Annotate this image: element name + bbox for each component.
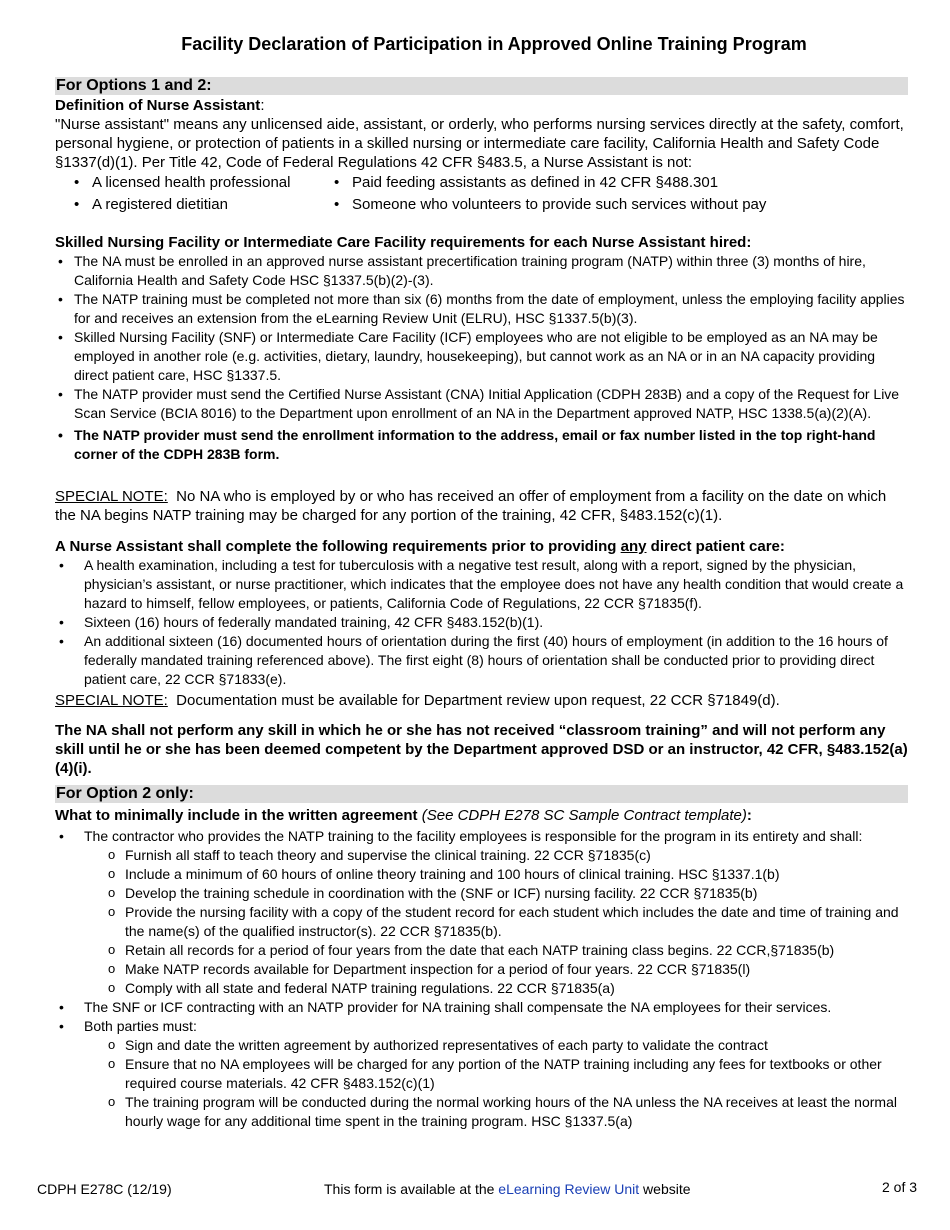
special-note-label: SPECIAL NOTE:: [55, 692, 168, 709]
definition-label: Definition of Nurse Assistant: [55, 97, 261, 114]
availability-note: This form is available at the eLearning Review Unit website: [324, 1181, 691, 1197]
prior-care-requirements: [55, 537, 910, 689]
list-item: o Make NATP records available for Department inspection for a period of four years. 22 CCR §71835(l): [55, 960, 910, 979]
option-2-body: [55, 806, 910, 1131]
facility-requirements: [55, 233, 910, 464]
list-item: • A registered dietitian: [72, 194, 332, 216]
list-item: • An additional sixteen (16) documented hours of orientation during the first (40) hours of employment (in addition to the 16 hours of federally mandated training referenced above). The first eight (8) hours of orientation shall be conducted prior to providing direct patient care, 22 CCR §71833(e).: [55, 632, 910, 689]
list-item: • The NA must be enrolled in an approved nurse assistant precertification training program (NATP) within three (3) months of hire, California Health and Safety Code HSC §1337.5(b)(2)-(3).: [55, 252, 910, 290]
list-item: • Someone who volunteers to provide such services without pay: [332, 194, 766, 216]
form-id: CDPH E278C (12/19): [37, 1181, 172, 1197]
special-note-2: SPECIAL NOTE: Documentation must be available for Department review upon request, 22 CCR §71849(d).: [55, 692, 780, 709]
list-item: o Retain all records for a period of four years from the date that each NATP training class begins. 22 CCR,§71835(b): [55, 941, 910, 960]
list-item: o The training program will be conducted during the normal working hours of the NA unless the NA receives at least the normal hourly wage for any additional time spent in the training program. HSC §1337.5(a): [55, 1093, 910, 1131]
list-item: • The contractor who provides the NATP training to the facility employees is responsible for the program in its entirety and shall:: [55, 827, 910, 846]
na-skill-notice: The NA shall not perform any skill in which he or she has not received “classroom training” and will not perform any skill until he or she has been deemed competent by the Department approved DSD or an instructor, 42 CFR, §483.152(a)(4)(i).: [55, 722, 908, 777]
options-1-2-header: For Options 1 and 2:: [55, 77, 908, 95]
list-item: o Ensure that no NA employees will be charged for any portion of the NATP training including any fees for textbooks or other required course materials. 42 CFR §483.152(c)(1): [55, 1055, 910, 1093]
definition-line: Definition of Nurse Assistant:: [55, 97, 265, 114]
list-item: o Furnish all staff to teach theory and supervise the clinical training. 22 CCR §71835(c): [55, 846, 910, 865]
list-item: o Sign and date the written agreement by authorized representatives of each party to validate the contract: [55, 1036, 910, 1055]
definition-text: "Nurse assistant" means any unlicensed aide, assistant, or orderly, who performs nursing services directly at the safety, comfort, personal hygiene, or protection of patients in a skilled nursing or intermediate care facility, California Health and Safety Code §1337(d)(1). Per Title 42, Code of Federal Regulations 42 CFR §483.5, a Nurse Assistant is not:: [55, 116, 904, 171]
list-item: • Paid feeding assistants as defined in 42 CFR §488.301: [332, 172, 766, 194]
list-item: • The SNF or ICF contracting with an NATP provider for NA training shall compensate the NA employees for their services.: [55, 998, 910, 1017]
options-1-2-body: [55, 96, 910, 216]
list-item: o Comply with all state and federal NATP training regulations. 22 CCR §71835(a): [55, 979, 910, 998]
page-title: Facility Declaration of Participation in Approved Online Training Program: [181, 34, 807, 54]
special-note-1: SPECIAL NOTE: No NA who is employed by or who has received an offer of employment from a facility on the date on which the NA begins NATP training may be charged for any portion of the training, 42 CFR, §483.152(c)(1).: [55, 488, 887, 524]
list-item: • Sixteen (16) hours of federally mandated training, 42 CFR §483.152(b)(1).: [55, 613, 910, 632]
agreement-heading: What to minimally include in the written agreement (See CDPH E278 SC Sample Contract template):: [55, 807, 752, 824]
option-2-header: For Option 2 only:: [55, 785, 908, 803]
list-item: o Provide the nursing facility with a copy of the student record for each student which includes the date and time of training and the name(s) of the qualified instructor(s). 22 CCR §71835(b).: [55, 903, 910, 941]
list-item: • The NATP provider must send the Certified Nurse Assistant (CNA) Initial Application (CDPH 283B) and a copy of the Request for Live Scan Service (BCIA 8016) to the Department upon enrollment of an NA in the Department approved NATP, HSC 1338.5(a)(2)(A).: [55, 385, 910, 423]
elearning-review-unit-link[interactable]: eLearning Review Unit: [498, 1181, 640, 1197]
list-item: • The NATP provider must send the enrollment information to the address, email or fax number listed in the top right-hand corner of the CDPH 283B form.: [55, 426, 910, 464]
prior-heading: A Nurse Assistant shall complete the following requirements prior to providing any direct patient care:: [55, 538, 785, 555]
list-item: • Both parties must:: [55, 1017, 910, 1036]
list-item: o Include a minimum of 60 hours of online theory training and 100 hours of clinical training. HSC §1337.1(b): [55, 865, 910, 884]
facility-req-heading: Skilled Nursing Facility or Intermediate Care Facility requirements for each Nurse Assistant hired:: [55, 234, 752, 251]
page-number: 2 of 3: [882, 1179, 918, 1195]
not-nurse-assistant-list: [72, 172, 910, 216]
list-item: o Develop the training schedule in coordination with the (SNF or ICF) nursing facility. 22 CCR §71835(b): [55, 884, 910, 903]
list-item: • A health examination, including a test for tuberculosis with a negative test result, along with a report, signed by the physician, physician’s assistant, or nurse practitioner, which indicates that the employee does not have any health condition that would create a hazard to himself, fellow employees, or patients, California Code of Regulations, 22 CCR §71835(f).: [55, 556, 910, 613]
list-item: • A licensed health professional: [72, 172, 332, 194]
special-note-label: SPECIAL NOTE:: [55, 488, 168, 505]
list-item: • Skilled Nursing Facility (SNF) or Intermediate Care Facility (ICF) employees who are not eligible to be employed as an NA may be employed in another role (e.g. activities, dietary, laundry, housekeeping), but cannot work as an NA or in an NA capacity providing direct patient care, HSC §1337.5.: [55, 328, 910, 385]
list-item: • The NATP training must be completed not more than six (6) months from the date of employment, unless the employing facility applies for and receives an extension from the eLearning Review Unit (ELRU), HSC §1337.5(b)(3).: [55, 290, 910, 328]
